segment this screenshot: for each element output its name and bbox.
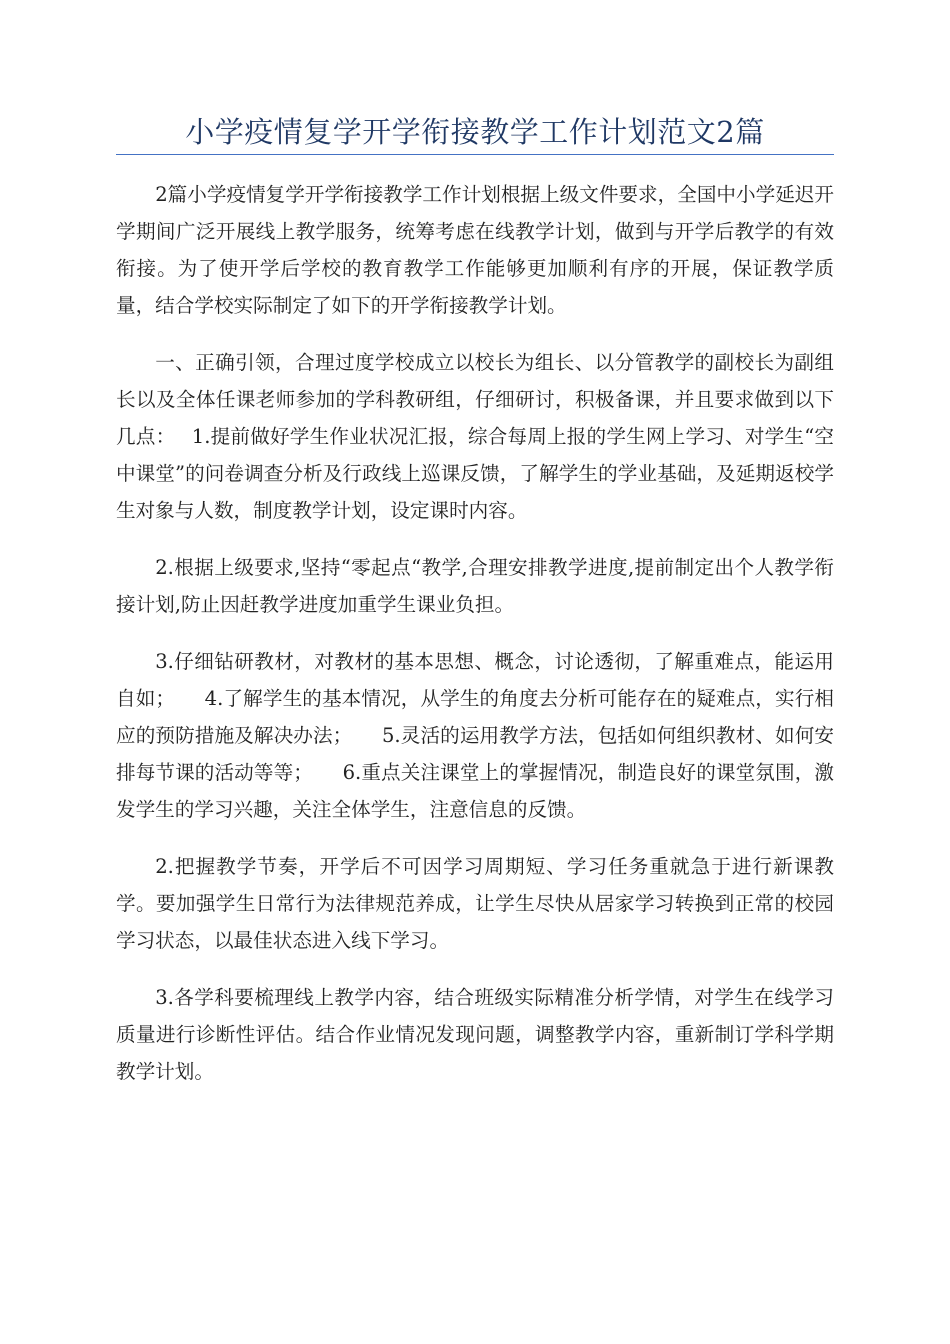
paragraph-section-1: 一、正确引领，合理过度学校成立以校长为组长、以分管教学的副校长为副组长以及全体任课老师参加的学科教研组，仔细研讨，积极备课，并且要求做到以下几点： 1.提前做好学生作业状况汇报，综合每周上报的学生网上学习、对学生“空中课堂”的问卷调查分析及行政线上巡课反馈，了解学生的学业基础，及延期返校学生对象与人数，制度教学计划，设定课时内容。	[116, 351, 834, 522]
paragraph-intro: 2篇小学疫情复学开学衔接教学工作计划根据上级文件要求，全国中小学延迟开学期间广泛开展线上教学服务，统筹考虑在线教学计划，做到与开学后教学的有效衔接。为了使开学后学校的教育教学工作能够更加顺利有序的开展，保证教学质量，结合学校实际制定了如下的开学衔接教学计划。	[116, 183, 834, 317]
document-title: 小学疫情复学开学衔接教学工作计划范文2篇	[185, 115, 765, 149]
paragraph-item-3: 3.仔细钻研教材，对教材的基本思想、概念，讨论透彻，了解重难点，能运用自如； 4.了解学生的基本情况，从学生的角度去分析可能存在的疑难点，实行相应的预防措施及解决办法； 5.灵活的运用教学方法，包括如何组织教材、如何安排每节课的活动等等； 6.重点关注课堂上的掌握情况，制造良好的课堂氛围，激发学生的学习兴趣，关注全体学生，注意信息的反馈。	[116, 650, 834, 821]
paragraph-item-3b: 3.各学科要梳理线上教学内容，结合班级实际精准分析学情，对学生在线学习质量进行诊断性评估。结合作业情况发现问题，调整教学内容，重新制订学科学期教学计划。	[116, 986, 834, 1083]
paragraph-item-2b: 2.把握教学节奏，开学后不可因学习周期短、学习任务重就急于进行新课教学。要加强学生日常行为法律规范养成，让学生尽快从居家学习转换到正常的校园学习状态，以最佳状态进入线下学习。	[116, 855, 834, 952]
title-underline	[116, 154, 834, 155]
document-body	[116, 176, 834, 1110]
paragraph-item-2: 2.根据上级要求,坚持“零起点“教学,合理安排教学进度,提前制定出个人教学衔接计划,防止因赶教学进度加重学生课业负担。	[116, 556, 834, 616]
